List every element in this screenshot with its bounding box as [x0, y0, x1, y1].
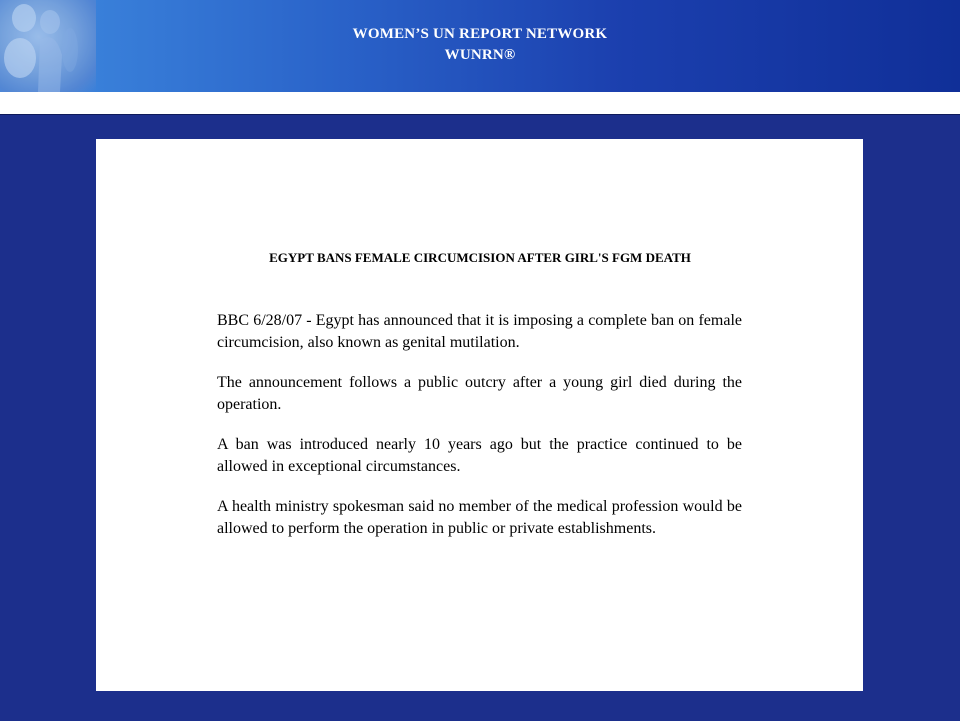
header-banner [0, 0, 960, 92]
network-title: WOMEN’S UN REPORT NETWORK [352, 26, 608, 42]
article-paragraph: A health ministry spokesman said no member of the medical profession would be allowed to perform the operation in public or private establishments. [217, 498, 742, 537]
logo-figures [0, 0, 96, 92]
network-acronym: WUNRN® [444, 47, 516, 63]
article-headline: EGYPT BANS FEMALE CIRCUMCISION AFTER GIRL'S FGM DEATH [269, 250, 691, 265]
photo-collage-icon [0, 0, 96, 92]
article-body [217, 310, 742, 558]
article-paragraph: The announcement follows a public outcry after a young girl died during the operation. [217, 374, 742, 413]
header-gap [0, 92, 960, 114]
article-paragraph: BBC 6/28/07 - Egypt has announced that it is imposing a complete ban on female circumcision, also known as genital mutilation. [217, 312, 742, 351]
article-paragraph: A ban was introduced nearly 10 years ago but the practice continued to be allowed in exceptional circumstances. [217, 436, 742, 475]
